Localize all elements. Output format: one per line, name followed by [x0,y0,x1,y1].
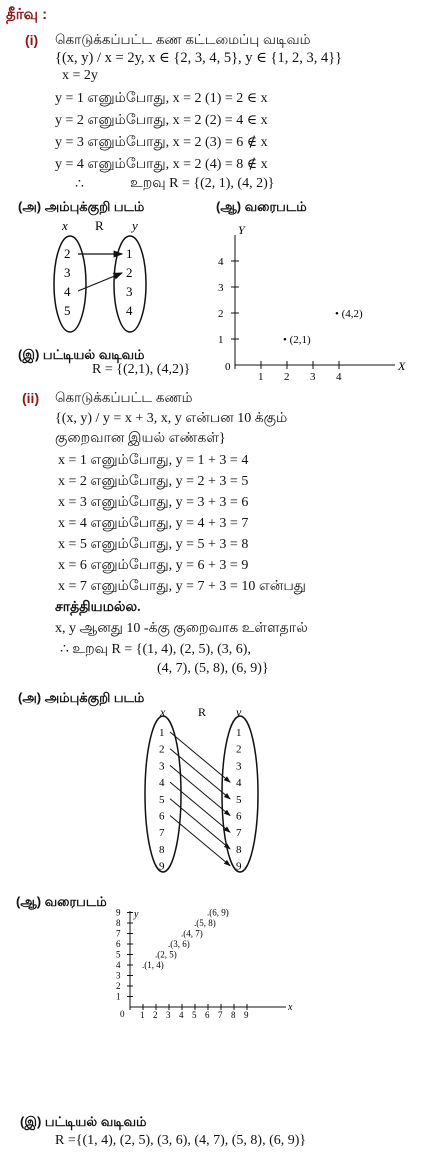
part2-y-tick-label: 6 [116,939,121,949]
part2-relation-1: ∴ உறவு R = {(1, 4), (2, 5), (3, 6), [60,642,251,657]
part1-y-tick-label: 3 [218,282,224,294]
part2-codomain-element: 6 [236,810,242,823]
part1-domain-element: 2 [64,246,71,261]
part2-line-1: x = 1 எனும்போது, y = 1 + 3 = 4 [58,453,249,468]
part1-arrow-heading: (அ) அம்புக்குறி படம் [18,199,145,214]
part1-x-tick-label: 4 [336,371,342,380]
part1-graph-heading: (ஆ) வரைபடம் [216,199,307,214]
part1-relation: உறவு R = {(2, 1), (4, 2)} [130,176,275,191]
part1-line-3: y = 3 எனும்போது, x = 2 (3) = 6 ∉ x [55,135,268,150]
part2-number: (ii) [22,390,40,406]
part2-arrow-y-label: y [236,705,242,719]
part2-codomain-element: 3 [236,760,242,773]
part2-x-tick-label: 4 [179,1010,184,1020]
part2-y-axis-label: y [134,909,139,920]
part2-line-5: x = 5 எனும்போது, y = 5 + 3 = 8 [58,537,249,552]
part1-y-tick-label: 1 [218,334,224,346]
part1-line-2: y = 2 எனும்போது, x = 2 (2) = 4 ∈ x [55,113,268,128]
part2-x-tick-label: 5 [192,1010,197,1020]
part2-domain-element: 9 [159,860,165,873]
part2-graph-point: .(6, 9) [207,908,229,918]
part1-number: (i) [25,32,39,48]
part2-x-tick-label: 7 [218,1010,223,1020]
part1-codomain-element: 2 [126,265,133,280]
part2-line-2: x = 2 எனும்போது, y = 2 + 3 = 5 [58,474,249,489]
part2-domain-element: 7 [159,827,165,840]
part2-domain-element: 6 [159,810,165,823]
part1-origin-label: 0 [225,361,231,373]
part1-graph-point: • (2,1) [283,334,311,346]
part2-codomain-element: 1 [236,727,242,739]
part1-rule: x = 2y [62,68,98,83]
part1-codomain-element: 3 [126,284,133,299]
part2-arrow-2-to-5 [170,749,230,799]
part1-x-tick-label: 1 [258,371,264,380]
part2-codomain-element: 2 [236,743,242,756]
part2-since: x, y ஆனது 10 -க்கு குறைவாக உள்ளதால் [55,621,308,636]
part2-domain-element: 1 [159,727,165,739]
part2-y-tick-label: 1 [116,991,121,1002]
part2-relation-2: (4, 7), (5, 8), (6, 9)} [157,661,269,676]
part2-graph-point: .(2, 5) [155,949,177,960]
part2-domain-element: 2 [159,743,165,756]
part2-arrow-heading: (அ) அம்புக்குறி படம் [18,690,145,705]
part1-arrow-r-label: R [95,218,104,233]
part2-x-tick-label: 1 [140,1010,145,1020]
part1-arrow-y-label: y [132,218,138,233]
part2-y-tick-label: 7 [116,928,121,939]
part1-codomain-element: 1 [126,246,133,261]
part2-domain-element: 5 [159,793,165,806]
part2-x-axis-label: x [288,1002,293,1013]
part1-y-tick-label: 2 [218,308,224,320]
part1-domain-element: 5 [64,303,71,318]
part2-codomain-element: 5 [236,793,242,806]
part1-table-value: R = {(2,1), (4,2)} [92,362,191,377]
part1-codomain-element: 4 [126,303,133,318]
part2-graph-point: .(1, 4) [142,960,164,970]
part2-arrow-6-to-9 [170,816,230,866]
part2-codomain-element: 4 [236,777,242,790]
part1-domain-element: 3 [64,265,71,280]
part2-set-line-2: குறைவான இயல் எண்கள்} [55,431,226,446]
part2-domain-element: 3 [159,760,165,773]
part1-graph [215,220,415,380]
part1-arrow-x-label: x [62,218,68,233]
part1-x-tick-label: 2 [284,371,290,380]
part2-y-tick-label: 9 [116,908,121,918]
part2-graph [108,908,298,1020]
part2-line-6: x = 6 எனும்போது, y = 6 + 3 = 9 [58,558,249,573]
part1-x-axis-label: X [398,359,406,373]
part1-arrow-diagram [40,216,170,346]
part2-line-4: x = 4 எனும்போது, y = 4 + 3 = 7 [58,516,249,531]
part2-table-value: R ={(1, 4), (2, 5), (3, 6), (4, 7), (5, 8), (6, 9)} [55,1133,307,1148]
part2-intro: கொடுக்கப்பட்ட கணம் [55,390,193,405]
part2-origin-label: 0 [120,1009,125,1019]
part1-therefore: ∴ [75,177,84,192]
part1-line-4: y = 4 எனும்போது, x = 2 (4) = 8 ∉ x [55,157,268,172]
part2-y-tick-label: 4 [116,960,121,970]
part2-x-tick-label: 8 [231,1010,236,1020]
part2-x-tick-label: 2 [153,1010,158,1020]
part1-y-axis-label: Y [238,223,245,237]
part1-domain-element: 4 [64,284,71,299]
part2-table-heading: (இ) பட்டியல் வடிவம் [20,1114,147,1129]
part1-arrow-4-to-2 [78,273,122,291]
part1-graph-point: • (4,2) [335,308,363,320]
part2-set-line-1: {(x, y) / y = x + 3, x, y என்பன 10 க்கும் [55,411,288,426]
part2-x-tick-label: 3 [166,1010,171,1020]
part2-codomain-element: 7 [236,827,242,840]
part2-domain-element: 8 [159,843,165,856]
part1-x-tick-label: 3 [310,371,316,380]
part1-table-heading: (இ) பட்டியல் வடிவம் [18,347,145,362]
part2-codomain-element: 9 [236,860,242,873]
part2-domain-element: 4 [159,777,165,790]
part2-arrow-3-to-6 [170,765,230,815]
part2-x-tick-label: 6 [205,1010,210,1020]
part2-y-tick-label: 8 [116,918,121,928]
part2-arrow-x-label: x [160,705,166,719]
part2-line-3: x = 3 எனும்போது, y = 3 + 3 = 6 [58,495,249,510]
part2-not-possible: சாத்தியமல்ல. [55,600,141,615]
part2-y-tick-label: 2 [116,981,121,991]
part2-y-tick-label: 5 [116,949,121,960]
part2-graph-heading: (ஆ) வரைபடம் [16,894,107,909]
part1-line-1: y = 1 எனும்போது, x = 2 (1) = 2 ∈ x [55,91,268,106]
part1-y-tick-label: 4 [218,256,224,268]
part2-graph-point: .(4, 7) [181,928,203,939]
part2-arrow-r-label: R [198,705,207,719]
part2-x-tick-label: 9 [244,1010,249,1020]
part2-y-tick-label: 3 [116,970,121,981]
part2-graph-point: .(3, 6) [168,939,190,949]
part2-graph-point: .(5, 8) [194,918,216,928]
part2-line-7: x = 7 எனும்போது, y = 7 + 3 = 10 என்பது [58,579,306,594]
solution-title: தீர்வு : [6,6,48,23]
part2-codomain-element: 8 [236,843,242,856]
part2-arrow-diagram [140,702,290,877]
part1-set-builder: {(x, y) / x = 2y, x ∈ {2, 3, 4, 5}, y ∈ {1, 2, 3, 4}} [55,50,343,66]
part1-intro: கொடுக்கப்பட்ட கண கட்டமைப்பு வடிவம் [55,32,311,47]
